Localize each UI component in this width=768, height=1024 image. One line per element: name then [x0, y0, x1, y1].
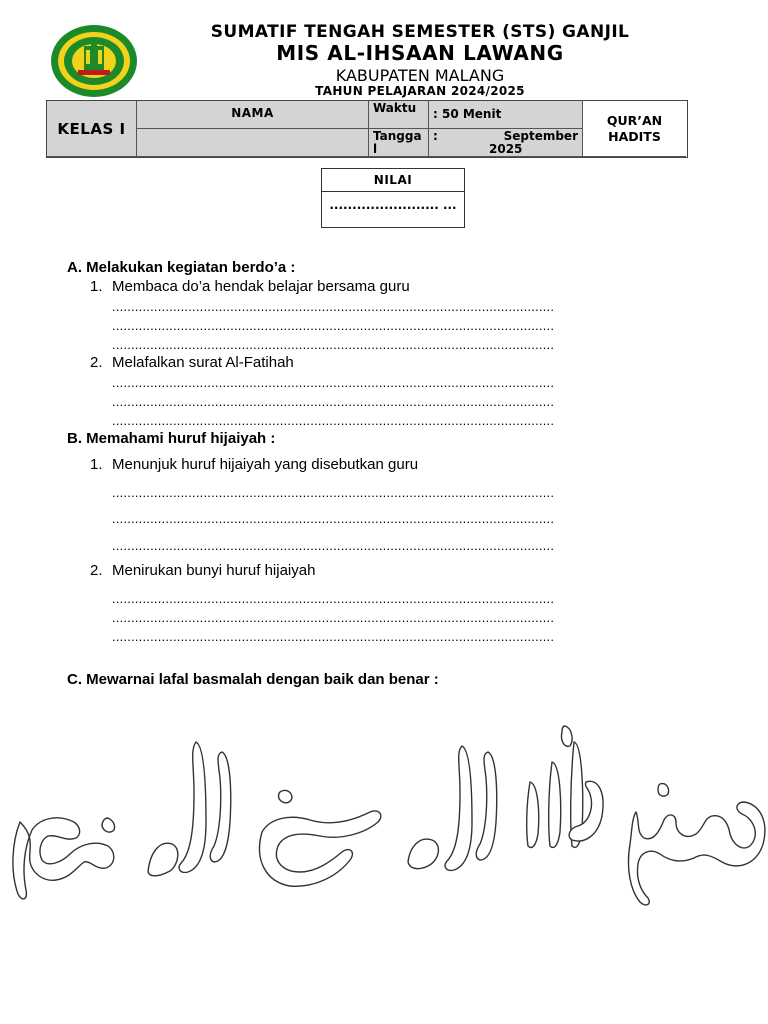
- question-text: Menirukan bunyi huruf hijaiyah: [112, 562, 316, 579]
- answer-line[interactable]: ....................................................................................................................: [112, 338, 555, 351]
- answer-line[interactable]: ....................................................................................................................: [112, 300, 555, 313]
- subject-line-1: QUR’AN: [606, 112, 663, 128]
- time-value: : 50 Menit: [429, 101, 583, 129]
- answer-line[interactable]: ....................................................................................................................: [112, 512, 555, 525]
- question-number: 2.: [90, 562, 103, 579]
- regency-name: KABUPATEN MALANG: [335, 66, 505, 85]
- subject-cell: [583, 101, 686, 157]
- section-a-title: A. Melakukan kegiatan berdo’a :: [67, 259, 296, 276]
- answer-line[interactable]: ....................................................................................................................: [112, 592, 555, 605]
- score-label: NILAI: [322, 169, 464, 192]
- answer-line[interactable]: ....................................................................................................................: [112, 630, 555, 643]
- time-label: Waktu: [369, 101, 429, 129]
- answer-line[interactable]: ....................................................................................................................: [112, 486, 555, 499]
- question-b1: [90, 456, 418, 473]
- question-b2: [90, 562, 315, 579]
- question-text: Melafalkan surat Al-Fatihah: [112, 354, 294, 371]
- name-label: NAMA: [137, 101, 369, 129]
- date-colon: :: [433, 129, 438, 143]
- date-year: 2025: [489, 142, 523, 156]
- subject-line-2: HADITS: [608, 128, 661, 144]
- date-label: Tanggal: [369, 129, 429, 157]
- name-field[interactable]: [137, 129, 369, 157]
- school-name: MIS AL-IHSAAN LAWANG: [276, 41, 564, 65]
- student-info-table: [46, 100, 688, 158]
- academic-year: TAHUN PELAJARAN 2024/2025: [315, 84, 525, 98]
- basmalah-calligraphy[interactable]: [0, 722, 768, 932]
- question-number: 1.: [90, 456, 103, 473]
- question-a2: [90, 354, 294, 371]
- answer-line[interactable]: ....................................................................................................................: [112, 611, 555, 624]
- school-logo-icon: [50, 24, 138, 98]
- class-cell: KELAS I: [47, 101, 137, 157]
- score-value[interactable]: ........................ ...: [329, 198, 457, 212]
- section-c-title: C. Mewarnai lafal basmalah dengan baik dan benar :: [67, 671, 439, 688]
- answer-line[interactable]: ....................................................................................................................: [112, 414, 555, 427]
- section-b-title: B. Memahami huruf hijaiyah :: [67, 430, 276, 447]
- question-number: 2.: [90, 354, 103, 371]
- question-text: Membaca do’a hendak belajar bersama guru: [112, 278, 410, 295]
- question-a1: [90, 278, 410, 295]
- date-month: September: [503, 129, 578, 143]
- answer-line[interactable]: ....................................................................................................................: [112, 395, 555, 408]
- date-value: [429, 129, 583, 157]
- answer-line[interactable]: ....................................................................................................................: [112, 319, 555, 332]
- exam-title: SUMATIF TENGAH SEMESTER (STS) GANJIL: [210, 22, 630, 42]
- question-number: 1.: [90, 278, 103, 295]
- question-text: Menunjuk huruf hijaiyah yang disebutkan guru: [112, 456, 419, 473]
- score-box: [321, 168, 465, 228]
- answer-line[interactable]: ....................................................................................................................: [112, 539, 555, 552]
- answer-line[interactable]: ....................................................................................................................: [112, 376, 555, 389]
